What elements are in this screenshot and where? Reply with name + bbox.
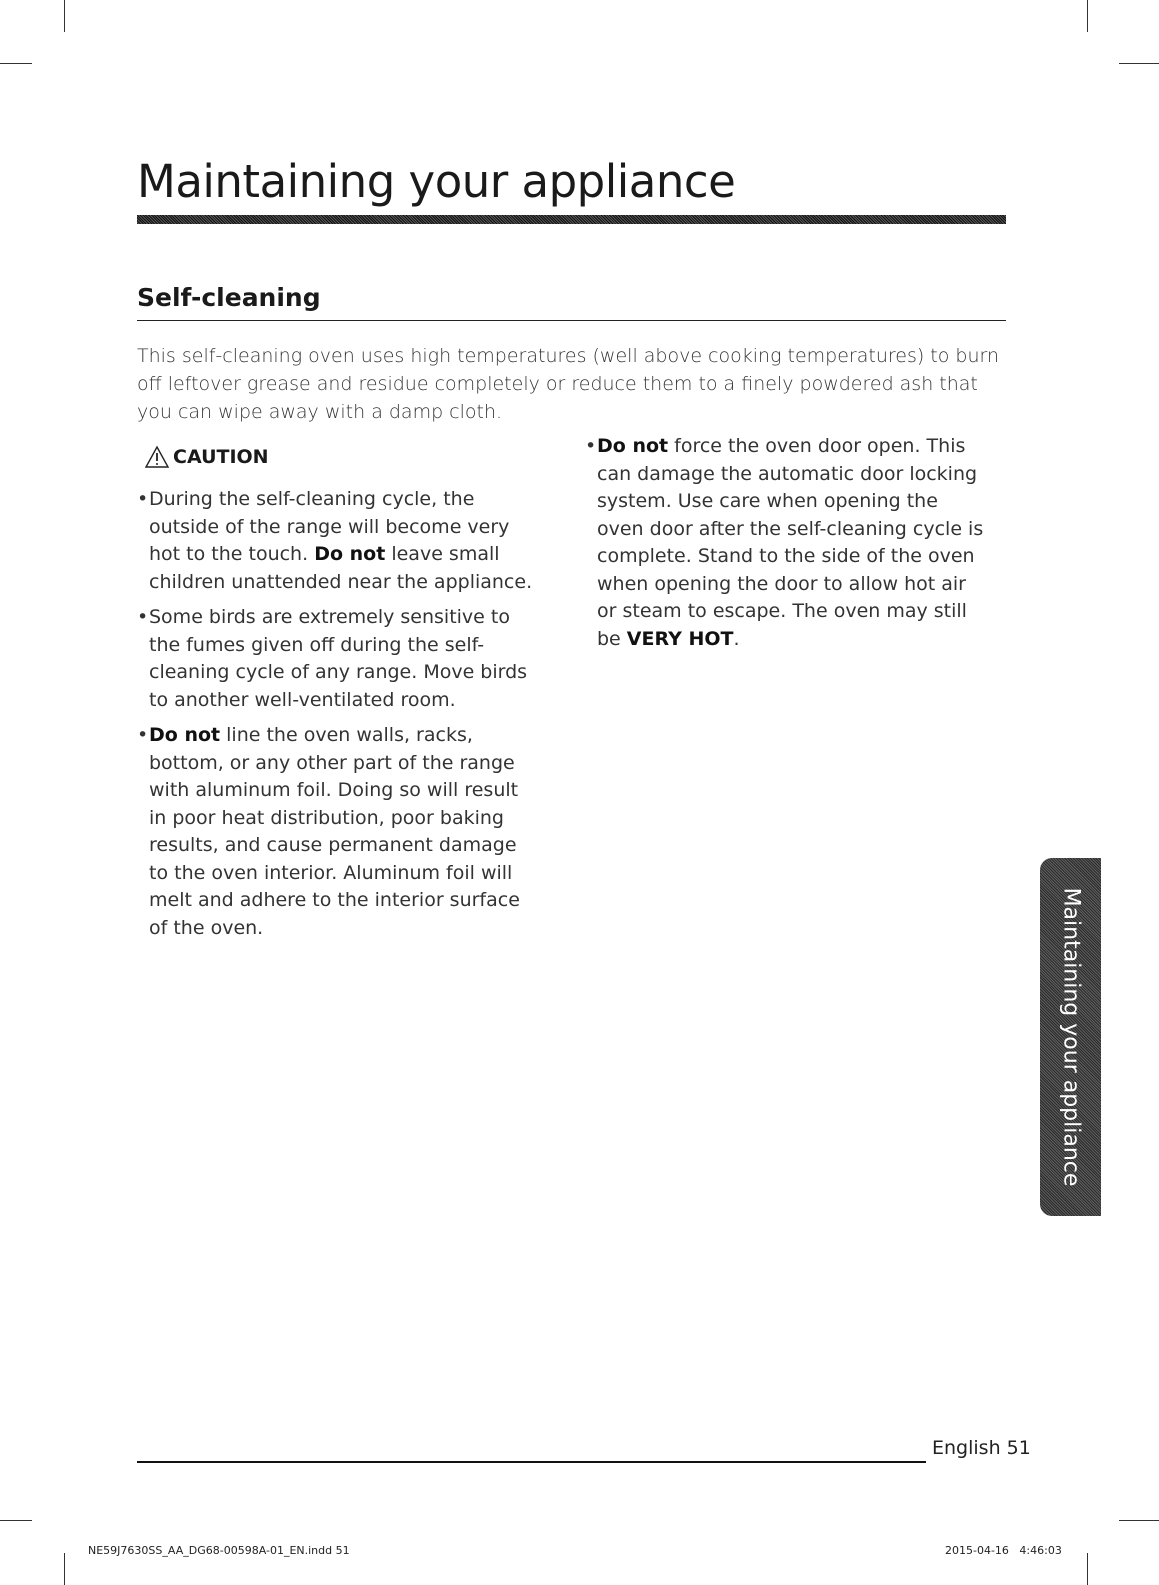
page-title: Maintaining your appliance <box>137 155 736 208</box>
crop-mark <box>64 0 65 32</box>
crop-mark <box>1119 63 1159 64</box>
caution-label: CAUTION <box>173 446 269 468</box>
footer-rule <box>137 1461 926 1463</box>
title-rule <box>137 215 1006 224</box>
side-tab-label: Maintaining your appliance <box>1058 887 1083 1187</box>
caution-list-left <box>137 486 537 950</box>
print-file-info: NE59J7630SS_AA_DG68-00598A-01_EN.indd 51 <box>88 1544 350 1557</box>
page-number: English 51 <box>932 1437 1031 1459</box>
list-item: • During the self-cleaning cycle, the outside of the range will become very hot to the touch. Do not leave small children unattended near the appliance. <box>137 486 537 596</box>
crop-mark <box>0 1520 32 1521</box>
caution-list-right <box>585 433 985 661</box>
warning-triangle-icon <box>145 446 169 468</box>
crop-mark <box>0 63 32 64</box>
section-rule <box>137 320 1006 321</box>
list-item: • Do not force the oven door open. This can damage the automatic door locking system. Use care when opening the oven door after the self-cleaning cycle is complete. Stand to the side of the oven when opening the door to allow hot air or steam to escape. The oven may still be VERY HOT. <box>585 433 985 653</box>
crop-mark <box>1087 1553 1088 1585</box>
chapter-side-tab <box>1040 858 1101 1216</box>
list-item: • Some birds are extremely sensitive to the fumes given off during the self-cleaning cycle of any range. Move birds to another well-ventilated room. <box>137 604 537 714</box>
section-title: Self-cleaning <box>137 283 321 312</box>
crop-mark <box>64 1553 65 1585</box>
print-date-info: 2015-04-16 4:46:03 <box>945 1544 1062 1557</box>
caution-heading <box>145 446 269 468</box>
list-item: • Do not line the oven walls, racks, bottom, or any other part of the range with aluminum foil. Doing so will result in poor heat distribution, poor baking results, and cause permanent damage to the oven interior. Aluminum foil will melt and adhere to the interior surface of the oven. <box>137 722 537 942</box>
intro-paragraph: This self-cleaning oven uses high temperatures (well above cooking temperatures) to burn off leftover grease and residue completely or reduce them to a finely powdered ash that you can wipe away with a damp cloth. <box>137 345 1000 423</box>
crop-mark <box>1087 0 1088 32</box>
crop-mark <box>1119 1520 1159 1521</box>
